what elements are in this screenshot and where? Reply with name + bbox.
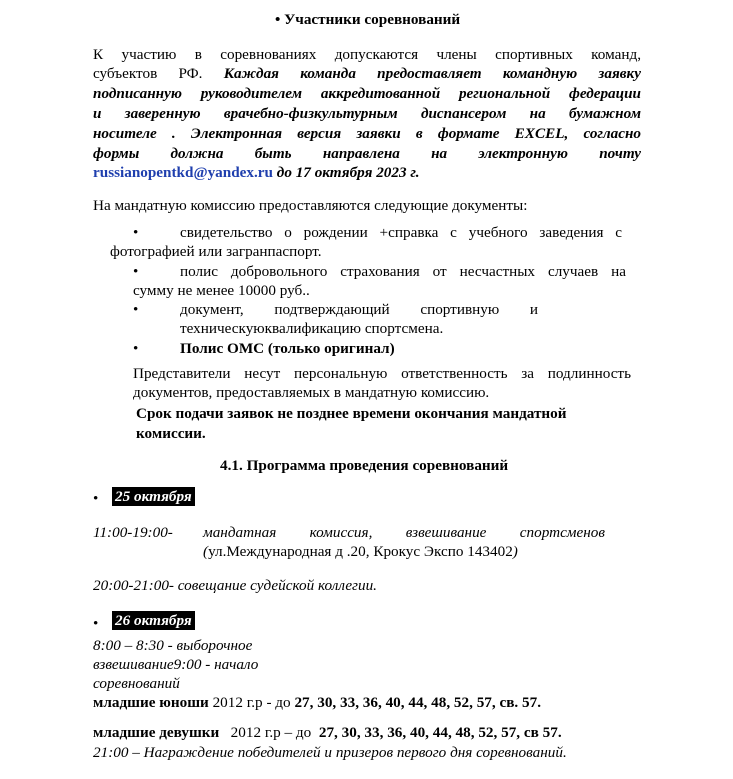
responsibility-line-1: Представители несут персональную ответственность за подлинность: [133, 365, 631, 382]
doc-3-line-1: документ, подтверждающий спортивную и: [180, 301, 538, 318]
doc-bullet-2: •: [133, 263, 139, 280]
deadline-note-line-1: Срок подачи заявок не позднее времени окончания мандатной: [136, 405, 567, 422]
day1-event-1-text: [203, 523, 605, 542]
intro-line-6: формы должна быть направлена на электронную почту: [93, 145, 641, 162]
day1-event-1-part2: комиссия,: [309, 524, 373, 541]
responsibility-line-2: документов, предоставляемых в мандатную комиссию.: [133, 384, 490, 401]
email-link[interactable]: russianopentkd@yandex.ru: [93, 164, 273, 181]
intro-line-3: подписанную руководителем аккредитованной региональной федерации: [93, 85, 641, 102]
day1-date: [112, 487, 195, 506]
day2-event-1-line-3: соревнований: [93, 675, 180, 692]
day1-bullet: •: [93, 490, 99, 507]
doc-bullet-4: •: [133, 340, 139, 357]
day1-place-text: ул.Международная д .20, Крокус Экспо 143402: [208, 543, 513, 560]
section-title-text: Участники соревнований: [284, 11, 461, 28]
day2-event-1-line-1: 8:00 – 8:30 - выборочное: [93, 637, 253, 654]
girls-year: 2012 г.р – до: [219, 724, 316, 741]
day2-event-1-line-2: взвешивание9:00 - начало: [93, 656, 259, 673]
intro-bold-start: Каждая команда предоставляет командную заявку: [223, 65, 641, 82]
day2-awards: 21:00 – Награждение победителей и призеров первого дня соревнований.: [93, 744, 567, 761]
girls-category: [93, 723, 562, 742]
doc-2-line-1: полис добровольного страхования от несчастных случаев на: [180, 263, 626, 280]
day2-date-text: 26 октября: [112, 611, 195, 630]
doc-bullet-3: •: [133, 301, 139, 318]
intro-line-5: носителе . Электронная версия заявки в формате EXCEL, согласно: [93, 125, 641, 142]
day1-date-text: 25 октября: [112, 487, 195, 506]
girls-weights: 27, 30, 33, 36, 40, 44, 48, 52, 57, св 57.: [315, 724, 562, 741]
doc-1-line-2: фотографией или загранпаспорт.: [110, 243, 322, 260]
intro-line-1: К участию в соревнованиях допускаются члены спортивных команд,: [93, 46, 641, 63]
boys-category: [93, 693, 541, 712]
intro-line-2: [93, 64, 641, 83]
deadline-note-line-2: комиссии.: [136, 425, 206, 442]
doc-1-line-1: свидетельство о рождении +справка с учебного заведения с: [180, 224, 622, 241]
bullet: •: [275, 11, 281, 28]
day1-event-1-part3: взвешивание: [405, 524, 487, 541]
day2-date: [112, 611, 195, 630]
day1-event-1-place: (ул.Международная д .20, Крокус Экспо 143402): [203, 543, 518, 560]
doc-2-line-2: сумму не менее 10000 руб..: [133, 282, 310, 299]
section-title: [275, 10, 460, 29]
intro-line-7: [93, 163, 420, 182]
day1-event-1-time: 11:00-19:00-: [93, 524, 173, 541]
day1-event-1-part1: мандатная: [203, 524, 277, 541]
submission-deadline: до 17 октября 2023 г.: [272, 164, 420, 181]
boys-year: 2012 г.р - до: [208, 694, 295, 711]
boys-weights: 27, 30, 33, 36, 40, 44, 48, 52, 57, св. 57.: [294, 694, 541, 711]
doc-3-line-2: техническуюквалификацию спортсмена.: [180, 320, 444, 337]
docs-intro: На мандатную комиссию предоставляются следующие документы:: [93, 197, 528, 214]
girls-label: младшие девушки: [93, 724, 220, 741]
day1-event-1-part4: спортсменов: [519, 524, 605, 541]
day1-event-2: 20:00-21:00- совещание судейской коллегии.: [93, 577, 377, 594]
doc-4: Полис ОМС (только оригинал): [180, 340, 395, 357]
program-title: 4.1. Программа проведения соревнований: [220, 457, 509, 474]
day2-bullet: •: [93, 615, 99, 632]
intro-line-4: и заверенную врачебно-физкультурным диспансером на бумажном: [93, 105, 641, 122]
intro-plain: субъектов РФ.: [93, 65, 224, 82]
boys-label: младшие юноши: [93, 694, 209, 711]
doc-bullet-1: •: [133, 224, 139, 241]
